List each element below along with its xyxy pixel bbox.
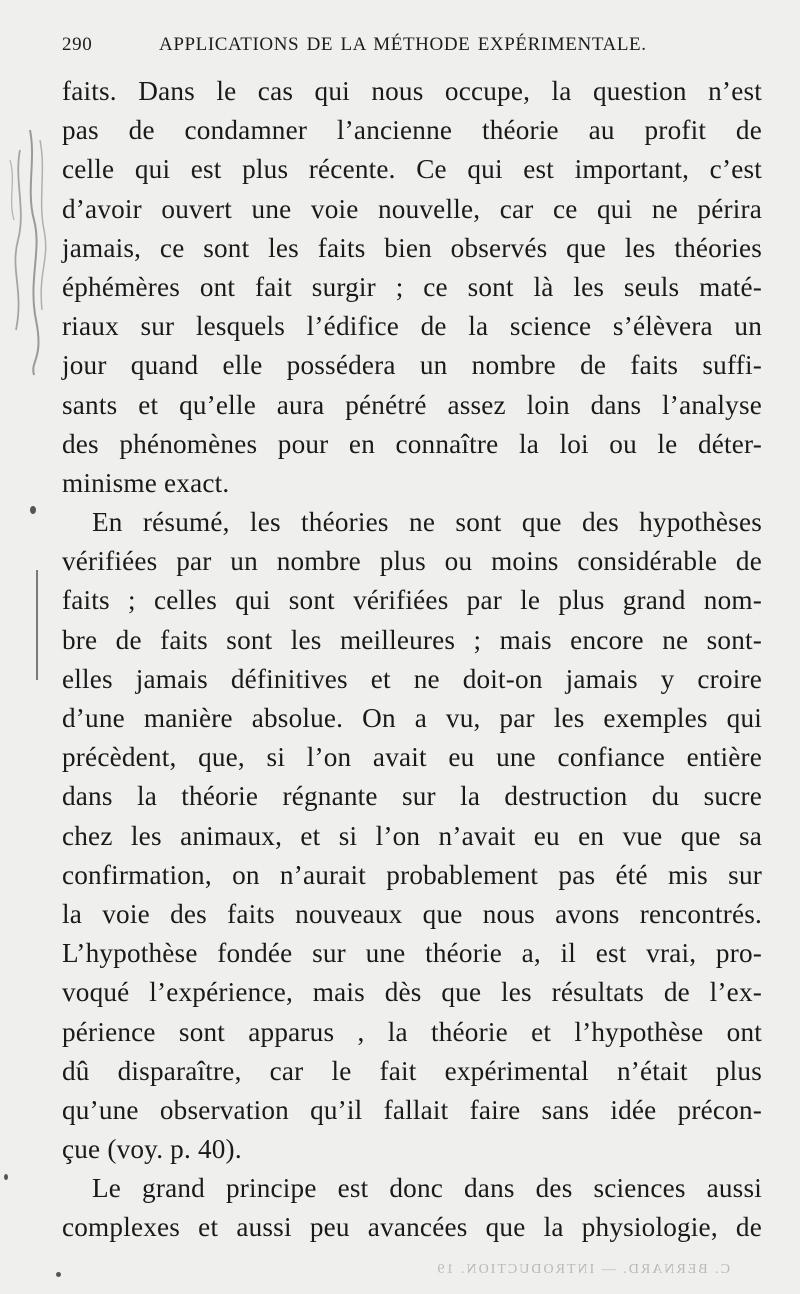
text-line: Le grand principe est donc dans des sciences aussi [92, 1173, 762, 1204]
text-line: vérifiées par un nombre plus ou moins considérable de [62, 546, 762, 577]
running-title: APPLICATIONS DE LA MÉTHODE EXPÉRIMENTALE. [159, 34, 647, 55]
text-line: éphémères ont fait surgir ; ce sont là les seuls maté- [62, 271, 762, 302]
text-line: qu’une observation qu’il fallait faire sans idée précon- [62, 1094, 762, 1125]
running-head [62, 34, 782, 64]
text-line: complexes et aussi peu avancées que la physiologie, de [62, 1212, 762, 1243]
text-line: dû disparaître, car le fait expérimental n’était plus [62, 1055, 762, 1086]
text-line: minisme exact. [62, 467, 230, 498]
text-line: jamais, ce sont les faits bien observés que les théories [62, 232, 762, 263]
text-line: çue (voy. p. 40). [62, 1134, 242, 1165]
text-line: sants et qu’elle aura pénétré assez loin dans l’analyse [62, 389, 762, 420]
text-line: voqué l’expérience, mais dès que les résultats de l’ex- [62, 977, 762, 1008]
text-line: elles jamais définitives et ne doit-on jamais y croire [62, 663, 762, 694]
text-line: d’avoir ouvert une voie nouvelle, car ce qui ne périra [62, 193, 762, 224]
text-line: jour quand elle possédera un nombre de faits suffi- [62, 350, 762, 381]
text-line: celle qui est plus récente. Ce qui est important, c’est [62, 154, 762, 185]
text-line: précèdent, que, si l’on avait eu une confiance entière [62, 742, 762, 773]
page-number: 290 [62, 34, 93, 55]
text-line: confirmation, on n’aurait probablement pas été mis sur [62, 859, 762, 890]
text-line: chez les animaux, et si l’on n’avait eu en vue que sa [62, 820, 762, 851]
text-line: d’une manière absolue. On a vu, par les exemples qui [62, 703, 762, 733]
margin-line [36, 570, 38, 680]
margin-dot [4, 1174, 8, 1180]
margin-dot [30, 506, 36, 514]
text-line: L’hypothèse fondée sur une théorie a, il est vrai, pro- [62, 938, 762, 969]
text-line: des phénomènes pour en connaître la loi ou le déter- [62, 428, 762, 459]
text-line: pas de condamner l’ancienne théorie au profit de [62, 115, 762, 146]
margin-dot [56, 1272, 61, 1277]
bleed-through-text: C. BERNARD. — INTRODUCTION. 19 [435, 1262, 730, 1277]
text-line: riaux sur lesquels l’édifice de la science s’élèvera un [62, 311, 762, 342]
text-line: bre de faits sont les meilleures ; mais encore ne sont- [62, 624, 762, 655]
text-line: périence sont apparus , la théorie et l’hypothèse ont [62, 1016, 762, 1047]
text-line: dans la théorie régnante sur la destruction du sucre [62, 781, 762, 812]
text-line: En résumé, les théories ne sont que des hypothèses [92, 507, 762, 538]
page-text [62, 72, 762, 1248]
text-line: faits. Dans le cas qui nous occupe, la question n’est [62, 76, 762, 106]
pencil-margin-marks [0, 120, 60, 380]
text-line: faits ; celles qui sont vérifiées par le plus grand nom- [62, 585, 762, 616]
text-line: la voie des faits nouveaux que nous avons rencontrés. [62, 898, 762, 929]
